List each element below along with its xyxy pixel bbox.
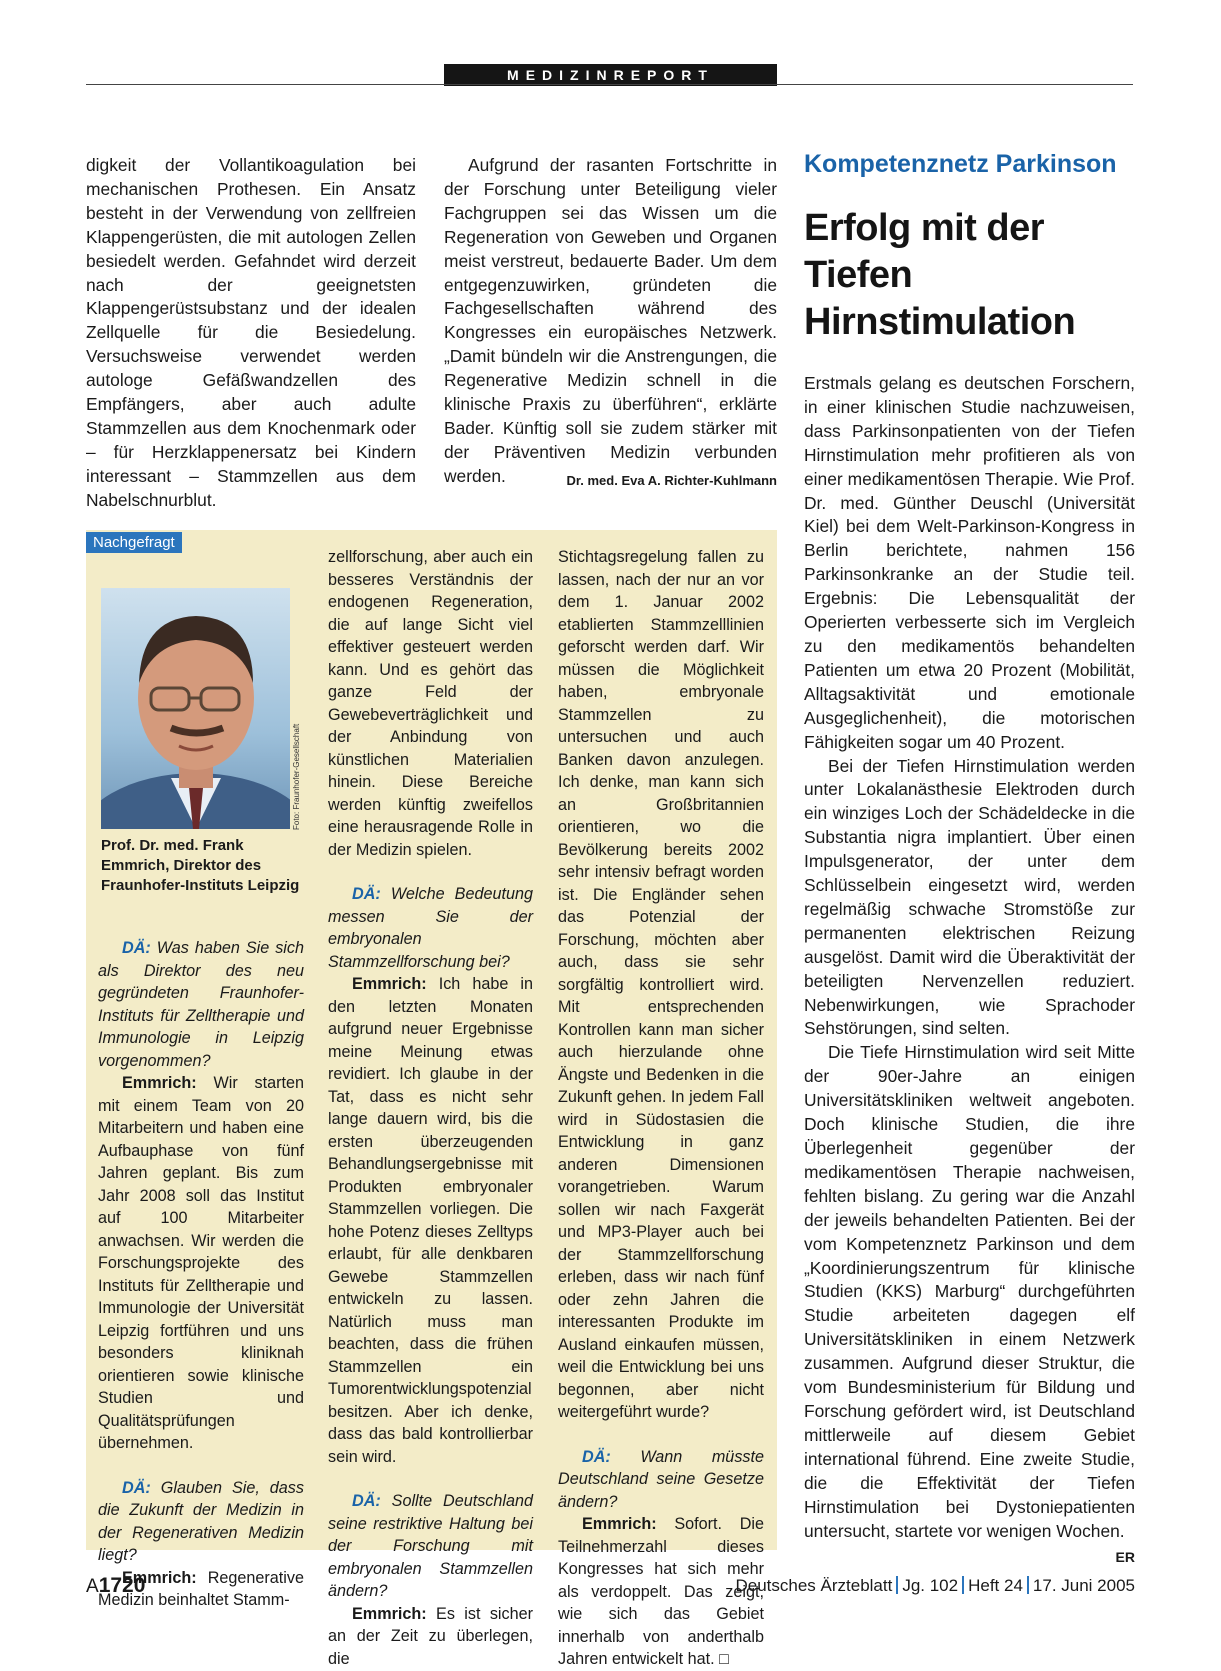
question-text: Glauben Sie, dass die Zukunft der Medizin in der Regenerativen Medizin liegt? bbox=[98, 1478, 304, 1564]
page-number-value: 1720 bbox=[98, 1574, 146, 1597]
question-label: DÄ: bbox=[122, 1478, 151, 1497]
interview-answer bbox=[328, 1603, 533, 1671]
speaker-label: Emmrich: bbox=[582, 1515, 657, 1533]
photo-credit: Foto: Fraunhofer-Gesellschaft bbox=[292, 723, 301, 830]
question-label: DÄ: bbox=[582, 1447, 611, 1466]
answer-text: Wir starten mit einem Team von 20 Mitarbeitern und haben eine Aufbauphase von fünf Jahren geplant. Bis zum Jahr 2008 soll das Institut auf 100 Mitarbeiter anwachsen. Wir werden die Forschungsprojekte des Instituts für Zelltherapie und Immunologie der Universität Leipzig fortführen und uns besonders kliniknah orientieren sowie klinische Studien und Qualitätsprüfungen übernehmen. bbox=[98, 1074, 304, 1452]
interview-answer bbox=[558, 546, 764, 1424]
journal-issue: Heft 24 bbox=[968, 1576, 1023, 1595]
question-text: Was haben Sie sich als Direktor des neu gegründeten Fraunhofer-Instituts für Zelltherapie und Immunologie in Leipzig vorgenommen? bbox=[98, 939, 304, 1070]
footer-separator bbox=[896, 1576, 898, 1594]
footer-separator bbox=[1027, 1576, 1029, 1594]
journal-footer bbox=[735, 1576, 1135, 1596]
question-label: DÄ: bbox=[122, 939, 151, 957]
sidebar-paragraph-2: Bei der Tiefen Hirnstimulation werden unter Lokalanästhesie Elektroden durch ein winziges Loch der Schädeldecke in die Substantia nigra implantiert. Über einen Impulsgenerator, der unter dem Schlüsselbein eingesetzt wird, werden regelmäßig schwache Stromstöße zur permanenten elektrischen Reizung ausgelöst. Damit wird die Überaktivität der beteiligten Nervenzellen reduziert. Nebenwirkungen, wie Sprachoder Sehstörungen, sind selten. bbox=[804, 755, 1135, 1039]
interview-column-3 bbox=[558, 546, 764, 1671]
question-label: DÄ: bbox=[352, 1492, 381, 1510]
speaker-label: Emmrich: bbox=[352, 1604, 427, 1623]
interview-question bbox=[98, 937, 304, 1072]
sidebar-paragraph-3 bbox=[804, 1041, 1135, 1566]
article-column-1 bbox=[86, 154, 416, 513]
speaker-label: Emmrich: bbox=[352, 975, 427, 993]
footer-separator bbox=[962, 1576, 964, 1594]
interview-column-1 bbox=[98, 937, 304, 1612]
question-text: Sollte Deutschland seine restriktive Haltung bei der Forschung mit embryonalen Stammzellen ändern? bbox=[328, 1492, 534, 1600]
interview-question bbox=[558, 1446, 764, 1514]
end-mark: □ bbox=[719, 1650, 729, 1668]
journal-date: 17. Juni 2005 bbox=[1032, 1576, 1135, 1595]
interview-question bbox=[98, 1477, 304, 1567]
journal-name: Deutsches Ärzteblatt bbox=[735, 1576, 893, 1595]
answer-text: Es ist sicher an der Zeit zu überlegen, die bbox=[328, 1604, 533, 1668]
speaker-label: Emmrich: bbox=[122, 1568, 197, 1587]
sidebar-headline: Erfolg mit der Tiefen Hirnstimulation bbox=[804, 207, 1076, 343]
interview-answer bbox=[558, 1513, 764, 1671]
page-number bbox=[86, 1574, 145, 1598]
article-paragraph bbox=[444, 154, 777, 489]
question-text: Wann müsste Deutschland seine Gesetze ändern? bbox=[558, 1447, 765, 1511]
sidebar-paragraph-1: Erstmals gelang es deutschen Forschern, in einer klinischen Studie nachzuweisen, dass Parkinsonpatienten von der Tiefen Hirnstimulation mehr profitieren als von einer medikamentösen Therapie. Wie Prof. Dr. med. Günther Deuschl (Universität Kiel) bei dem Welt-Parkinson-Kongress in Berlin berichtete, nahmen 156 Parkinsonkranke an der Studie teil. Ergebnis: Die Lebensqualität der Operierten verbesserte sich im Vergleich zu den medikamentös behandelten Patienten um etwa 20 Prozent (Mobilität, Alltagsaktivität und emotionale Ausgeglichenheit), die motorischen Fähigkeiten sogar um 40 Prozent. bbox=[804, 373, 1135, 752]
sidebar-paragraph-3-text: Die Tiefe Hirnstimulation wird seit Mitte der 90er-Jahre an einigen Universitätskliniken weltweit angeboten. Doch klinische Studien, die ihre Überlegenheit gegenüber der medikamentösen Therapie nachweisen, fehlten bislang. Zu gering war die Anzahl der jeweils behandelten Patienten. Bei der vom Kompetenznetz Parkinson und dem „Koordinierungszentrum für klinische Studien (KKS) Marburg“ durchgeführten Studie arbeiteten dagegen elf Universitätskliniken in einem Netzwerk zusammen. Aufgrund dieser Struktur, die vom Bundesministerium für Bildung und Forschung gefördert wird, ist Deutschland mittlerweile auf diesem Gebiet international führend. Eine zweite Studie, die die Effektivität der Tiefen Hirnstimulation bei Dystoniepatienten untersucht, startete vor wenigen Wochen. bbox=[804, 1042, 1135, 1541]
question-text: Welche Bedeutung messen Sie der embryonalen Stammzellforschung bei? bbox=[328, 885, 533, 971]
interview-answer bbox=[98, 1072, 304, 1455]
article-paragraph: digkeit der Vollantikoagulation bei mechanischen Prothesen. Ein Ansatz besteht in der Verwendung von zellfreien Klappengerüsten, die mit autologen Zellen besiedelt werden. Gefahndet wird derzeit nach der geeignetsten Klappengerüstsubstanz und der idealen Zellquelle für die Besiedelung. Versuchsweise verwendet werden autologe Gefäßwandzellen des Empfängers, aber auch adulte Stammzellen aus dem Knochenmark oder – für Herzklappenersatz bei Kindern interessant – Stammzellen aus dem Nabelschnurblut. bbox=[86, 155, 416, 510]
question-label: DÄ: bbox=[352, 885, 381, 903]
portrait-illustration bbox=[101, 588, 290, 829]
section-label: MEDIZINREPORT bbox=[444, 64, 777, 86]
interview-answer bbox=[328, 546, 533, 861]
article-column-2 bbox=[444, 154, 777, 493]
page-prefix: A bbox=[86, 1576, 99, 1597]
answer-text: Stichtagsregelung fallen zu lassen, nach der nur an vor dem 1. Januar 2002 etablierten Stammzelllinien geforscht werden darf. Wir müssen die Möglichkeit haben, embryonale Stammzellen zu untersuchen und auch Banken davon anzulegen. Ich denke, man kann sich an Großbritannien orientieren, wo die Bevölkerung bereits 2002 sehr intensiv befragt worden ist. Die Engländer sehen das Potenzial der Forschung, möchten aber auch, dass sie sehr sorgfältig kontrolliert wird. Mit entsprechenden Kontrollen kann man sicher auch hierzulande ohne Ängste und Bedenken in die Zukunft gehen. In jedem Fall wird in Südostasien die Entwicklung in ganz anderen Dimensionen vorangetrieben. Warum sollen wir nach Faxgerät und MP3-Player auch bei der Stammzellforschung erleben, dass wir nach fünf oder zehn Jahren die interessanten Produkte im Ausland einkaufen müssen, weil die Entwicklung bei uns begonnen, aber nicht weitergeführt wurde? bbox=[558, 548, 764, 1421]
header-rule bbox=[86, 84, 1133, 85]
portrait-photo bbox=[101, 588, 290, 829]
photo-caption: Prof. Dr. med. Frank Emmrich, Direktor des Fraunhofer-Instituts Leipzig bbox=[101, 837, 300, 894]
author-byline: Dr. med. Eva A. Richter-Kuhlmann bbox=[566, 472, 777, 488]
interview-tag: Nachgefragt bbox=[86, 532, 182, 553]
sidebar-body bbox=[804, 372, 1135, 1566]
interview-answer bbox=[328, 973, 533, 1468]
article-text: Aufgrund der rasanten Fortschritte in der Forschung unter Beteiligung vieler Fachgruppen sei das Wissen um die Regeneration von Geweben und Organen meist verstreut, bedauerte Bader. Um dem entgegenzuwirken, gründeten die Fachgesellschaften während des Kongresses ein europäisches Netzwerk. „Damit bündeln wir die Anstrengungen, die Regenerative Medizin schnell in die klinische Praxis zu überführen“, erklärte Bader. Künftig soll sie zudem stärker mit der Präventiven Medizin verbunden werden. bbox=[444, 155, 777, 486]
sidebar-kicker: Kompetenznetz Parkinson bbox=[804, 150, 1117, 178]
sidebar-article bbox=[804, 150, 1135, 1570]
interview-question bbox=[328, 1490, 533, 1603]
interview-question bbox=[328, 883, 533, 973]
journal-volume: Jg. 102 bbox=[902, 1576, 959, 1595]
speaker-label: Emmrich: bbox=[122, 1074, 197, 1092]
answer-text: Sofort. Die Teilnehmerzahl dieses Kongresses hat sich mehr als verdoppelt. Das zeigt, wie sich das Gebiet innerhalb von anderthalb Jahren entwickelt hat. bbox=[558, 1515, 764, 1668]
interview-column-2 bbox=[328, 546, 533, 1670]
answer-text: zellforschung, aber auch ein besseres Verständnis der endogenen Regeneration, die auf lange Sicht viel effektiver gesteuert werden kann. Und es gehört das ganze Feld der Gewebeverträglichkeit und der Anbindung von künstlichen Materialien hinein. Diese Bereiche werden künftig zweifellos eine herausragende Rolle in der Medizin spielen. bbox=[328, 548, 533, 859]
answer-text: Regenerative Medizin beinhaltet Stamm- bbox=[98, 1568, 304, 1609]
sidebar-signature: ER bbox=[1115, 1549, 1135, 1566]
answer-text: Ich habe in den letzten Monaten aufgrund neuer Ergebnisse meine Meinung etwas revidiert. Ich glaube in der Tat, dass es nicht sehr lange dauern wird, bis die ersten überzeugenden Behandlungsergebnisse mit Produkten embryonaler Stammzellen vorliegen. Die hohe Potenz dieses Zelltyps erlaubt, für alle denkbaren Gewebe Stammzellen entwickeln zu lassen. Natürlich muss man beachten, dass die frühen Stammzellen ein Tumorentwicklungspotenzial besitzen. Aber ich denke, dass das bald kontrollierbar sein wird. bbox=[328, 975, 534, 1466]
